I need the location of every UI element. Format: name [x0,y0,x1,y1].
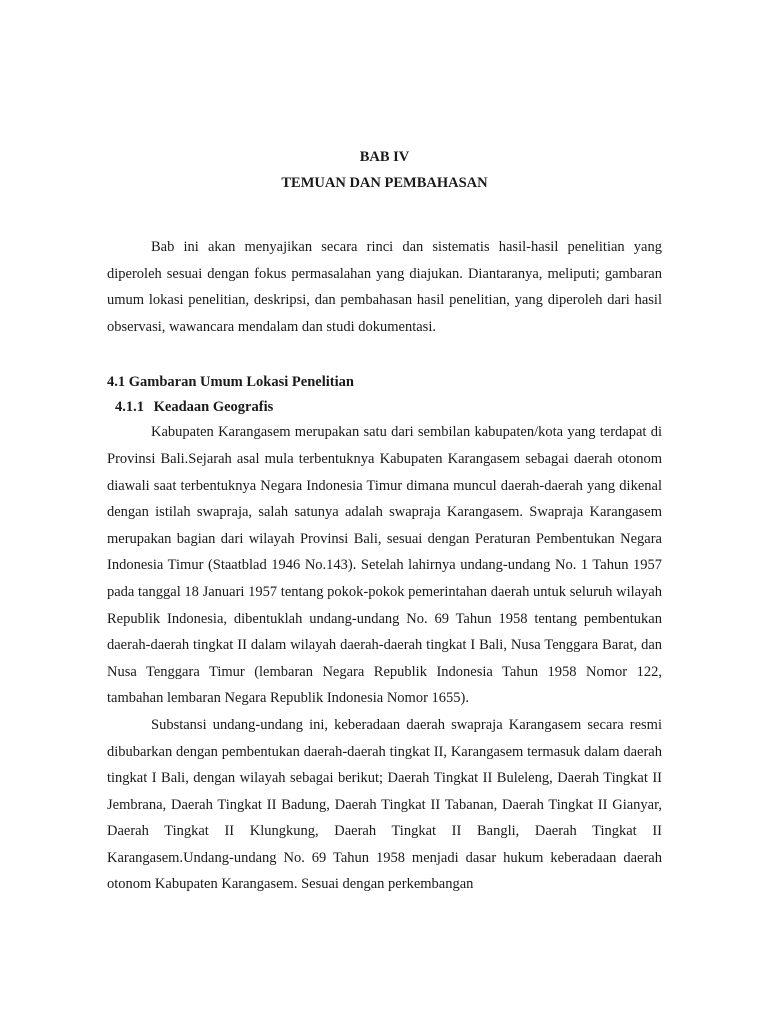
chapter-heading: BAB IV [359,149,410,165]
body-paragraph-1: Kabupaten Karangasem merupakan satu dari sembilan kabupaten/kota yang terdapat di Provinsi Bali.Sejarah asal mula terbentuknya Kabupaten Karangasem sebagai daerah otonom diawali saat terbentuknya Negara Indonesia Timur dimana muncul daerah-daerah yang dikenal dengan istilah swapraja, salah satunya adalah swapraja Karangasem. Swapraja Karangasem merupakan bagian dari wilayah Provinsi Bali, sesuai dengan Peraturan Pembentukan Negara Indonesia Timur (Staatblad 1946 No.143). Setelah lahirnya undang-undang No. 1 Tahun 1957 pada tanggal 18 Januari 1957 tentang pokok-pokok pemerintahan daerah untuk seluruh wilayah Republik Indonesia, dibentuklah undang-undang No. 69 Tahun 1958 tentang pembentukan daerah-daerah tingkat II dalam wilayah daerah-daerah tingkat I Bali, Nusa Tenggara Barat, dan Nusa Tenggara Timur (lembaran Negara Republik Indonesia Tahun 1958 Nomor 122, tambahan lembaran Negara Republik Indonesia Nomor 1655). [107,424,662,707]
section-body [107,419,662,898]
subsection-title: Keadaan Geografis [153,399,274,416]
subsection-number: 4.1.1 [115,399,144,416]
intro-paragraph: Bab ini akan menyajikan secara rinci dan sistematis hasil-hasil penelitian yang diperoleh sesuai dengan fokus permasalahan yang diajukan. Diantaranya, meliputi; gambaran umum lokasi penelitian, deskripsi, dan pembahasan hasil penelitian, yang diperoleh dari hasil observasi, wawancara mendalam dan studi dokumentasi. [107,239,662,335]
section-heading: 4.1 Gambaran Umum Lokasi Penelitian [107,374,354,391]
body-paragraph-2: Substansi undang-undang ini, keberadaan daerah swapraja Karangasem secara resmi dibubarkan dengan pembentukan daerah-daerah tingkat II, Karangasem termasuk dalam daerah tingkat I Bali, dengan wilayah sebagai berikut; Daerah Tingkat II Buleleng, Daerah Tingkat II Jembrana, Daerah Tingkat II Badung, Daerah Tingkat II Tabanan, Daerah Tingkat II Gianyar, Daerah Tingkat II Klungkung, Daerah Tingkat II Bangli, Daerah Tingkat II Karangasem.Undang-undang No. 69 Tahun 1958 menjadi dasar hukum keberadaan daerah otonom Kabupaten Karangasem. Sesuai dengan perkembangan [107,716,662,893]
page-content [107,144,662,898]
subsection-heading [115,394,662,420]
chapter-title: TEMUAN DAN PEMBAHASAN [281,175,488,191]
